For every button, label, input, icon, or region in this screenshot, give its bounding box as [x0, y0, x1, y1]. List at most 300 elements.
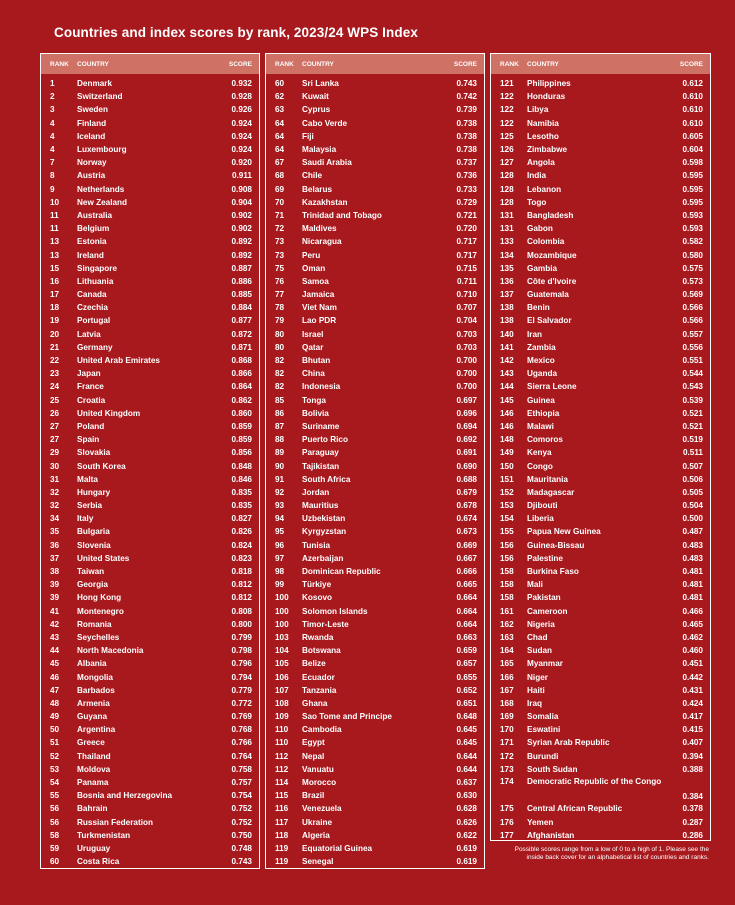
country-cell: Tajikistan	[302, 461, 340, 471]
country-cell: Iran	[527, 329, 543, 339]
country-cell: Sudan	[527, 646, 553, 656]
table-row	[491, 117, 710, 130]
country-cell: Mauritius	[302, 501, 339, 511]
score-cell: 0.738	[456, 118, 477, 128]
rank-cell: 131	[500, 224, 514, 234]
rank-cell: 145	[500, 395, 514, 405]
rank-cell: 64	[275, 145, 285, 155]
rank-cell: 138	[500, 303, 514, 313]
rank-cell: 37	[50, 553, 60, 563]
country-cell: Chile	[302, 171, 323, 181]
rank-cell: 50	[50, 725, 60, 735]
rank-cell: 67	[275, 158, 285, 168]
rank-cell: 88	[275, 435, 285, 445]
table-row	[41, 842, 259, 855]
country-cell: Jamaica	[302, 290, 335, 300]
country-cell: France	[77, 382, 104, 392]
score-cell: 0.622	[456, 830, 477, 840]
score-cell: 0.651	[456, 698, 477, 708]
table-row	[41, 407, 259, 420]
score-cell: 0.864	[231, 382, 252, 392]
country-cell: Timor-Leste	[302, 619, 349, 629]
score-cell: 0.729	[456, 197, 477, 207]
table-row	[41, 209, 259, 222]
table-row	[41, 433, 259, 446]
table-row	[266, 143, 484, 156]
score-cell: 0.678	[456, 501, 477, 511]
rank-cell: 100	[275, 593, 289, 603]
table-row	[266, 473, 484, 486]
score-cell: 0.769	[231, 712, 252, 722]
score-cell: 0.407	[682, 738, 703, 748]
country-cell: Turkmenistan	[77, 830, 131, 840]
rank-cell: 42	[50, 619, 60, 629]
table-row	[491, 512, 710, 525]
score-cell: 0.892	[231, 250, 252, 260]
table-row	[41, 631, 259, 644]
table-row	[491, 156, 710, 169]
table-row	[491, 723, 710, 736]
country-cell: Zambia	[527, 342, 556, 352]
country-cell: Uganda	[527, 369, 558, 379]
table-row	[266, 789, 484, 802]
rank-cell: 46	[50, 672, 60, 682]
rank-cell: 131	[500, 210, 514, 220]
rank-cell: 176	[500, 817, 514, 827]
score-cell: 0.733	[456, 184, 477, 194]
table-row	[41, 789, 259, 802]
table-row	[41, 130, 259, 143]
score-cell: 0.644	[456, 764, 477, 774]
country-cell: Luxembourg	[77, 145, 127, 155]
rank-cell: 149	[500, 448, 514, 458]
rank-cell: 177	[500, 830, 514, 840]
table-row	[266, 763, 484, 776]
score-cell: 0.566	[682, 303, 703, 313]
table-row	[491, 262, 710, 275]
score-cell: 0.892	[231, 237, 252, 247]
score-cell: 0.800	[231, 619, 252, 629]
score-cell: 0.612	[682, 79, 703, 89]
country-cell: Rwanda	[302, 632, 334, 642]
table-row	[41, 816, 259, 829]
table-row	[266, 446, 484, 459]
rank-cell: 110	[275, 725, 289, 735]
rank-cell: 126	[500, 145, 514, 155]
score-cell: 0.580	[682, 250, 703, 260]
rank-cell: 10	[50, 197, 60, 207]
score-cell: 0.481	[682, 593, 703, 603]
country-cell: Mozambique	[527, 250, 577, 260]
country-cell: New Zealand	[77, 197, 128, 207]
score-cell: 0.750	[231, 830, 252, 840]
score-cell: 0.566	[682, 316, 703, 326]
rank-cell: 154	[500, 514, 514, 524]
country-cell: Malawi	[527, 421, 554, 431]
table-row	[41, 736, 259, 749]
score-cell: 0.908	[231, 184, 252, 194]
country-cell: Cambodia	[302, 725, 342, 735]
country-cell: Slovenia	[77, 540, 111, 550]
score-cell: 0.752	[231, 804, 252, 814]
score-cell: 0.926	[231, 105, 252, 115]
country-cell: Guyana	[77, 712, 108, 722]
score-cell: 0.506	[682, 474, 703, 484]
table-row	[491, 433, 710, 446]
country-cell: Saudi Arabia	[302, 158, 352, 168]
country-cell: Afghanistan	[527, 830, 575, 840]
rank-cell: 11	[50, 210, 59, 220]
table-row	[266, 776, 484, 789]
rank-cell: 108	[275, 698, 289, 708]
country-cell: Israel	[302, 329, 324, 339]
table-row	[266, 618, 484, 631]
rank-cell: 82	[275, 382, 285, 392]
country-cell: Angola	[527, 158, 555, 168]
country-cell: Bahrain	[77, 804, 108, 814]
table-row	[491, 235, 710, 248]
score-cell: 0.442	[682, 672, 703, 682]
country-cell: Yemen	[527, 817, 554, 827]
table-row	[266, 433, 484, 446]
country-cell: Congo	[527, 461, 553, 471]
country-cell: Belize	[302, 659, 326, 669]
score-cell: 0.664	[456, 619, 477, 629]
rank-cell: 110	[275, 738, 289, 748]
table-row	[491, 275, 710, 288]
country-cell: Sierra Leone	[527, 382, 577, 392]
table-row	[266, 723, 484, 736]
table-row	[491, 314, 710, 327]
country-cell: Benin	[527, 303, 550, 313]
country-cell: Haiti	[527, 685, 545, 695]
rank-cell: 97	[275, 553, 285, 563]
rank-cell: 175	[500, 804, 514, 814]
score-header: SCORE	[453, 60, 477, 68]
country-cell: Jordan	[302, 487, 330, 497]
rank-cell: 153	[500, 501, 514, 511]
score-cell: 0.794	[231, 672, 252, 682]
score-cell: 0.739	[456, 105, 477, 115]
rank-cell: 127	[500, 158, 514, 168]
country-cell: India	[527, 171, 547, 181]
rank-cell: 41	[50, 606, 60, 616]
rank-cell: 119	[275, 843, 289, 853]
rank-cell: 11	[50, 224, 59, 234]
rank-header: RANK	[50, 60, 69, 68]
rank-cell: 44	[50, 646, 60, 656]
score-cell: 0.703	[456, 342, 477, 352]
table-row	[41, 90, 259, 103]
table-row	[491, 802, 710, 815]
score-cell: 0.742	[456, 92, 477, 102]
score-cell: 0.500	[682, 514, 703, 524]
table-row	[491, 394, 710, 407]
score-cell: 0.911	[231, 171, 252, 181]
table-row	[266, 842, 484, 855]
rank-cell: 138	[500, 316, 514, 326]
rank-cell: 137	[500, 290, 514, 300]
table-row	[266, 829, 484, 842]
rank-cell: 15	[50, 263, 60, 273]
table-row	[266, 367, 484, 380]
country-cell: Poland	[77, 421, 105, 431]
rank-cell: 80	[275, 342, 285, 352]
country-cell: Hong Kong	[77, 593, 122, 603]
table-row	[491, 103, 710, 116]
rank-cell: 136	[500, 276, 514, 286]
rank-cell: 27	[50, 421, 60, 431]
table-row	[491, 341, 710, 354]
rank-cell: 148	[500, 435, 514, 445]
rank-cell: 3	[50, 105, 55, 115]
rank-cell: 18	[50, 303, 60, 313]
country-cell: Brazil	[302, 791, 325, 801]
country-cell: Costa Rica	[77, 857, 120, 867]
table-row	[41, 539, 259, 552]
score-cell: 0.860	[231, 408, 252, 418]
rank-cell: 163	[500, 632, 514, 642]
country-cell: Bhutan	[302, 356, 331, 366]
rank-cell: 1	[50, 79, 55, 89]
table-row	[491, 130, 710, 143]
table-row	[266, 697, 484, 710]
rank-header: RANK	[275, 60, 294, 68]
country-cell: Italy	[77, 514, 94, 524]
table-row	[266, 552, 484, 565]
rank-cell: 152	[500, 487, 514, 497]
rank-cell: 32	[50, 501, 60, 511]
table-row	[266, 275, 484, 288]
score-cell: 0.669	[456, 540, 477, 550]
country-cell: Côte d'Ivoire	[527, 276, 577, 286]
score-cell: 0.604	[682, 145, 703, 155]
rank-cell: 77	[275, 290, 285, 300]
table-row	[266, 631, 484, 644]
table-row	[266, 565, 484, 578]
table-row	[266, 248, 484, 261]
score-cell: 0.835	[231, 501, 252, 511]
country-cell: Kosovo	[302, 593, 333, 603]
country-cell: Japan	[77, 369, 101, 379]
table-row	[41, 117, 259, 130]
rank-cell: 82	[275, 356, 285, 366]
table-row	[41, 552, 259, 565]
table-row	[491, 183, 710, 196]
rank-cell: 128	[500, 171, 514, 181]
table-row	[41, 354, 259, 367]
table-row	[491, 578, 710, 591]
country-cell: Trinidad and Tobago	[302, 210, 382, 220]
country-cell: Bulgaria	[77, 527, 110, 537]
rank-cell: 122	[500, 105, 514, 115]
country-cell: Nigeria	[527, 619, 555, 629]
table-row	[266, 196, 484, 209]
score-cell: 0.717	[456, 250, 477, 260]
country-cell: Romania	[77, 619, 112, 629]
country-cell: Mauritania	[527, 474, 568, 484]
country-cell: Malta	[77, 474, 98, 484]
rank-cell: 115	[275, 791, 289, 801]
score-cell: 0.598	[682, 158, 703, 168]
rank-cell: 164	[500, 646, 514, 656]
rank-cell: 80	[275, 329, 285, 339]
score-cell: 0.286	[682, 830, 703, 840]
country-cell: Comoros	[527, 435, 563, 445]
table-row	[41, 750, 259, 763]
score-cell: 0.556	[682, 342, 703, 352]
rank-cell: 59	[50, 843, 60, 853]
score-cell: 0.628	[456, 804, 477, 814]
score-cell: 0.487	[682, 527, 703, 537]
table-row	[41, 605, 259, 618]
country-cell: Ukraine	[302, 817, 333, 827]
score-cell: 0.823	[231, 553, 252, 563]
score-cell: 0.848	[231, 461, 252, 471]
table-row	[41, 644, 259, 657]
rank-cell: 73	[275, 250, 285, 260]
rank-cell: 75	[275, 263, 285, 273]
country-cell: Tonga	[302, 395, 326, 405]
rank-cell: 2	[50, 92, 55, 102]
score-cell: 0.904	[231, 197, 252, 207]
table-row	[266, 644, 484, 657]
country-cell: Ghana	[302, 698, 328, 708]
rank-cell: 32	[50, 487, 60, 497]
country-cell: Bosnia and Herzegovina	[77, 791, 173, 801]
ranking-table-column-1	[40, 53, 260, 869]
table-row	[491, 736, 710, 749]
table-row	[491, 90, 710, 103]
country-cell: Uzbekistan	[302, 514, 346, 524]
score-cell: 0.862	[231, 395, 252, 405]
table-row	[41, 380, 259, 393]
score-cell: 0.768	[231, 725, 252, 735]
country-cell: Bangladesh	[527, 210, 574, 220]
country-cell: Viet Nam	[302, 303, 337, 313]
rank-cell: 166	[500, 672, 514, 682]
table-row	[41, 420, 259, 433]
table-row	[491, 486, 710, 499]
rank-cell: 68	[275, 171, 285, 181]
table-row	[491, 644, 710, 657]
country-cell: Botswana	[302, 646, 341, 656]
country-cell: Canada	[77, 290, 107, 300]
table-row	[266, 222, 484, 235]
score-cell: 0.593	[682, 210, 703, 220]
score-cell: 0.582	[682, 237, 703, 247]
score-cell: 0.859	[231, 435, 252, 445]
table-row	[491, 829, 710, 842]
score-cell: 0.700	[456, 356, 477, 366]
score-cell: 0.593	[682, 224, 703, 234]
rank-cell: 45	[50, 659, 60, 669]
table-row	[266, 736, 484, 749]
score-cell: 0.679	[456, 487, 477, 497]
score-cell: 0.544	[682, 369, 703, 379]
table-row	[491, 552, 710, 565]
score-cell: 0.877	[231, 316, 252, 326]
country-cell: Iceland	[77, 131, 106, 141]
score-cell: 0.595	[682, 197, 703, 207]
score-cell: 0.721	[456, 210, 477, 220]
country-cell: Sweden	[77, 105, 108, 115]
footnote: Possible scores range from a low of 0 to a high of 1. Please see the inside back cover for an alphabetical list of countries and ranks.	[514, 846, 709, 861]
rank-cell: 34	[50, 514, 60, 524]
country-cell: Philippines	[527, 79, 571, 89]
rank-cell: 135	[500, 263, 514, 273]
score-cell: 0.521	[682, 421, 703, 431]
table-row	[41, 394, 259, 407]
table-header	[41, 54, 259, 74]
rank-cell: 171	[500, 738, 514, 748]
score-cell: 0.637	[456, 778, 477, 788]
score-cell: 0.630	[456, 791, 477, 801]
score-cell: 0.748	[231, 843, 252, 853]
rank-cell: 161	[500, 606, 514, 616]
rank-cell: 165	[500, 659, 514, 669]
country-cell: Indonesia	[302, 382, 341, 392]
country-cell: United States	[77, 553, 130, 563]
rank-cell: 96	[275, 540, 285, 550]
table-row	[491, 697, 710, 710]
rank-cell: 7	[50, 158, 55, 168]
table-row	[491, 684, 710, 697]
table-row	[491, 248, 710, 261]
score-cell: 0.711	[456, 276, 477, 286]
score-cell: 0.738	[456, 145, 477, 155]
rank-cell: 9	[50, 184, 55, 194]
rank-cell: 22	[50, 356, 60, 366]
table-row	[491, 459, 710, 472]
country-cell: Qatar	[302, 342, 324, 352]
country-cell: Colombia	[527, 237, 565, 247]
score-cell: 0.932	[231, 79, 252, 89]
table-row	[41, 802, 259, 815]
score-cell: 0.507	[682, 461, 703, 471]
score-cell: 0.700	[456, 369, 477, 379]
country-cell: El Salvador	[527, 316, 572, 326]
country-cell: Bolivia	[302, 408, 329, 418]
rank-cell: 43	[50, 632, 60, 642]
score-cell: 0.920	[231, 158, 252, 168]
rank-cell: 144	[500, 382, 514, 392]
table-row	[41, 183, 259, 196]
score-cell: 0.690	[456, 461, 477, 471]
rank-cell: 64	[275, 118, 285, 128]
score-cell: 0.758	[231, 764, 252, 774]
country-header: COUNTRY	[77, 60, 109, 68]
rank-cell: 72	[275, 224, 285, 234]
rank-cell: 162	[500, 619, 514, 629]
score-cell: 0.700	[456, 382, 477, 392]
rank-cell: 151	[500, 474, 514, 484]
country-cell: South Korea	[77, 461, 126, 471]
score-cell: 0.575	[682, 263, 703, 273]
score-cell: 0.619	[456, 857, 477, 867]
score-cell: 0.871	[231, 342, 252, 352]
table-row	[41, 77, 259, 90]
table-row	[41, 776, 259, 789]
rank-cell: 64	[275, 131, 285, 141]
score-cell: 0.707	[456, 303, 477, 313]
country-cell: Austria	[77, 171, 106, 181]
country-cell: United Arab Emirates	[77, 356, 160, 366]
table-row	[266, 130, 484, 143]
table-row	[41, 222, 259, 235]
country-cell: Eswatini	[527, 725, 561, 735]
table-row	[41, 578, 259, 591]
